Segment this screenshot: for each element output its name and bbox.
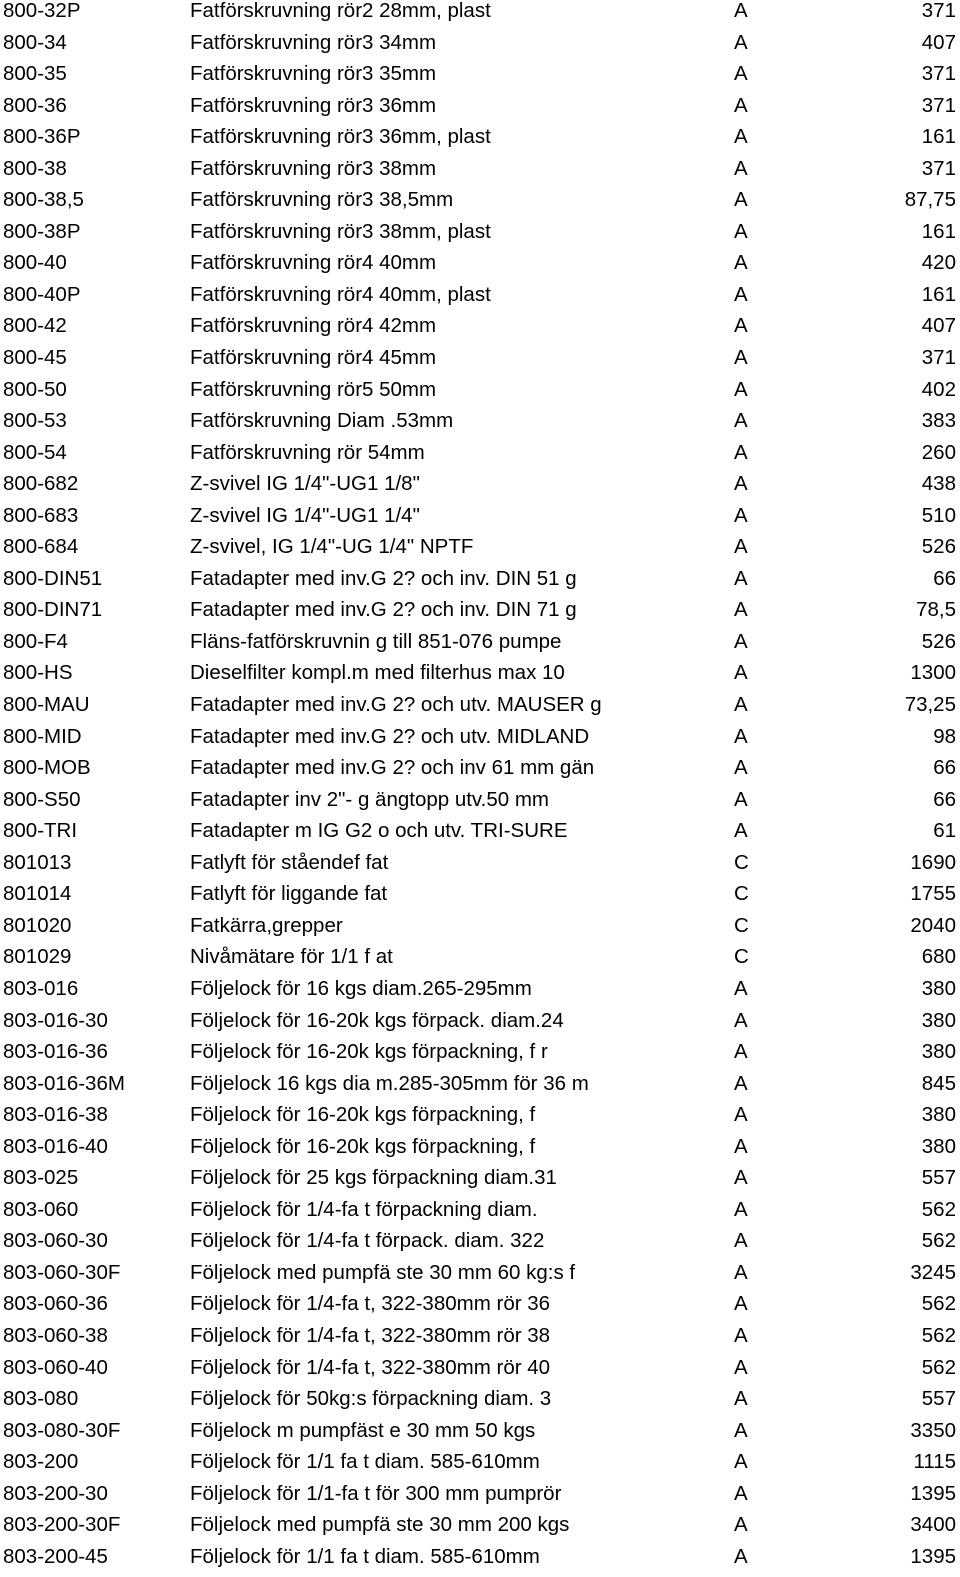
table-row [0, 978, 960, 1010]
item-code: 800-32P [3, 0, 81, 22]
item-description: Fatförskruvning rör4 40mm [190, 252, 437, 275]
item-description: Fatadapter med inv.G 2? och utv. MAUSER g [190, 694, 602, 717]
item-price: 1300 [910, 662, 956, 685]
item-code: 800-F4 [3, 630, 68, 653]
item-code: 803-016 [3, 977, 79, 1000]
item-code: 800-42 [3, 315, 67, 338]
item-class: A [734, 1104, 748, 1127]
item-class: A [734, 315, 748, 338]
table-row [0, 820, 960, 852]
item-class: A [734, 1198, 748, 1221]
table-row [0, 1388, 960, 1420]
item-description: Dieselfilter kompl.m med filterhus max 10 [190, 662, 565, 685]
item-description: Fatadapter m IG G2 o och utv. TRI-SURE [190, 820, 568, 843]
item-price: 371 [921, 94, 956, 117]
table-row [0, 315, 960, 347]
item-class: C [734, 946, 749, 969]
item-code: 803-060-30 [3, 1230, 108, 1253]
item-description: Följelock för 16 kgs diam.265-295mm [190, 977, 532, 1000]
item-description: Fatförskruvning rör3 38mm [190, 157, 437, 180]
item-code: 800-45 [3, 347, 67, 370]
item-code: 803-080-30F [3, 1419, 121, 1442]
item-class: A [734, 347, 748, 370]
item-description: Följelock för 1/1-fa t för 300 mm pumprör [190, 1482, 562, 1505]
item-code: 800-TRI [3, 820, 78, 843]
item-class: A [734, 378, 748, 401]
item-code: 800-38 [3, 157, 67, 180]
item-price: 562 [921, 1324, 956, 1347]
item-code: 800-40P [3, 283, 81, 306]
item-code: 800-53 [3, 410, 67, 433]
item-description: Följelock för 16-20k kgs förpackning, f [190, 1135, 536, 1158]
item-description: Följelock för 50kg:s förpackning diam. 3 [190, 1388, 552, 1411]
table-row [0, 442, 960, 474]
item-class: A [734, 1356, 748, 1379]
item-description: Fläns-fatförskruvnin g till 851-076 pumpe [190, 630, 562, 653]
item-class: A [734, 1514, 748, 1537]
item-price: 407 [921, 315, 956, 338]
item-price: 66 [933, 757, 956, 780]
table-row [0, 694, 960, 726]
table-row [0, 946, 960, 978]
item-price: 3245 [910, 1261, 956, 1284]
item-price: 562 [921, 1356, 956, 1379]
item-price: 1115 [913, 1451, 956, 1474]
item-description: Följelock för 16-20k kgs förpackning, f r [190, 1041, 548, 1064]
item-price: 161 [921, 126, 956, 149]
item-class: A [734, 977, 748, 1000]
item-price: 845 [921, 1072, 956, 1095]
table-row [0, 1104, 960, 1136]
table-row [0, 1546, 960, 1577]
item-description: Fatförskruvning rör3 38mm, plast [190, 220, 491, 243]
item-code: 803-016-40 [3, 1135, 108, 1158]
table-row [0, 726, 960, 758]
table-row [0, 379, 960, 411]
item-price: 407 [921, 31, 956, 54]
item-class: A [734, 788, 748, 811]
item-class: A [734, 504, 748, 527]
item-code: 803-200-45 [3, 1545, 108, 1568]
table-row [0, 1357, 960, 1389]
table-row [0, 32, 960, 64]
item-code: 803-080 [3, 1388, 79, 1411]
item-code: 803-200 [3, 1451, 79, 1474]
item-class: A [734, 473, 748, 496]
item-description: Fatadapter inv 2"- g ängtopp utv.50 mm [190, 788, 550, 811]
item-description: Följelock för 1/4-fa t, 322-380mm rör 38 [190, 1324, 551, 1347]
item-class: A [734, 31, 748, 54]
table-row [0, 789, 960, 821]
item-description: Följelock för 1/4-fa t, 322-380mm rör 40 [190, 1356, 551, 1379]
item-class: A [734, 252, 748, 275]
item-description: Fatlyft för liggande fat [190, 883, 388, 906]
item-code: 800-34 [3, 31, 67, 54]
item-description: Följelock för 1/1 fa t diam. 585-610mm [190, 1545, 540, 1568]
item-class: A [734, 1451, 748, 1474]
item-description: Följelock m pumpfäst e 30 mm 50 kgs [190, 1419, 536, 1442]
table-row [0, 221, 960, 253]
item-code: 800-MOB [3, 757, 91, 780]
item-code: 800-DIN51 [3, 567, 103, 590]
table-row [0, 473, 960, 505]
item-class: A [734, 1324, 748, 1347]
item-class: A [734, 757, 748, 780]
item-class: C [734, 883, 749, 906]
item-code: 800-38P [3, 220, 81, 243]
table-row [0, 1451, 960, 1483]
item-class: A [734, 94, 748, 117]
item-price: 73,25 [904, 694, 956, 717]
item-class: A [734, 820, 748, 843]
item-class: A [734, 1261, 748, 1284]
item-class: A [734, 599, 748, 622]
item-class: A [734, 694, 748, 717]
item-class: C [734, 914, 749, 937]
table-row [0, 410, 960, 442]
item-price: 161 [921, 283, 956, 306]
item-description: Z-svivel, IG 1/4"-UG 1/4" NPTF [190, 536, 474, 559]
item-price: 380 [921, 1009, 956, 1032]
table-row [0, 1230, 960, 1262]
item-description: Följelock 16 kgs dia m.285-305mm för 36 m [190, 1072, 589, 1095]
table-row [0, 95, 960, 127]
item-price: 260 [921, 441, 956, 464]
item-class: A [734, 662, 748, 685]
item-description: Fatförskruvning rör3 36mm, plast [190, 126, 491, 149]
item-class: A [734, 1482, 748, 1505]
item-description: Fatadapter med inv.G 2? och utv. MIDLAND [190, 725, 590, 748]
item-description: Fatadapter med inv.G 2? och inv 61 mm gän [190, 757, 595, 780]
table-row [0, 189, 960, 221]
item-description: Fatförskruvning rör4 40mm, plast [190, 283, 491, 306]
item-price: 438 [921, 473, 956, 496]
item-code: 800-36 [3, 94, 67, 117]
item-price: 557 [921, 1167, 956, 1190]
item-class: A [734, 220, 748, 243]
item-description: Fatförskruvning rör3 35mm [190, 63, 437, 86]
item-class: A [734, 536, 748, 559]
item-class: A [734, 0, 748, 22]
table-row [0, 662, 960, 694]
item-code: 803-016-36 [3, 1041, 108, 1064]
item-price: 383 [921, 410, 956, 433]
table-row [0, 852, 960, 884]
item-code: 800-40 [3, 252, 67, 275]
item-price: 78,5 [916, 599, 956, 622]
item-price: 420 [921, 252, 956, 275]
table-row [0, 1073, 960, 1105]
item-description: Fatlyft för ståendef fat [190, 851, 389, 874]
item-price: 161 [921, 220, 956, 243]
table-row [0, 158, 960, 190]
item-code: 803-060-30F [3, 1261, 121, 1284]
item-code: 803-016-30 [3, 1009, 108, 1032]
item-price: 1395 [910, 1545, 956, 1568]
item-code: 800-S50 [3, 788, 81, 811]
item-class: A [734, 630, 748, 653]
table-row [0, 63, 960, 95]
item-price: 557 [921, 1388, 956, 1411]
item-description: Följelock för 1/4-fa t förpackning diam. [190, 1198, 538, 1221]
table-row [0, 284, 960, 316]
table-row [0, 599, 960, 631]
item-description: Följelock med pumpfä ste 30 mm 60 kg:s f [190, 1261, 576, 1284]
item-class: A [734, 567, 748, 590]
item-class: A [734, 441, 748, 464]
item-description: Z-svivel IG 1/4"-UG1 1/8" [190, 473, 420, 496]
item-class: A [734, 1230, 748, 1253]
item-code: 800-MID [3, 725, 82, 748]
item-price: 680 [921, 946, 956, 969]
item-class: A [734, 126, 748, 149]
table-row [0, 1325, 960, 1357]
item-price: 402 [921, 378, 956, 401]
item-code: 800-35 [3, 63, 67, 86]
table-row [0, 568, 960, 600]
table-row [0, 0, 960, 32]
table-row [0, 536, 960, 568]
item-description: Fatförskruvning rör3 38,5mm [190, 189, 454, 212]
item-code: 803-200-30 [3, 1482, 108, 1505]
item-code: 800-50 [3, 378, 67, 401]
item-code: 800-HS [3, 662, 73, 685]
item-class: A [734, 1167, 748, 1190]
item-price: 371 [921, 63, 956, 86]
item-code: 801014 [3, 883, 72, 906]
item-class: A [734, 725, 748, 748]
item-price: 562 [921, 1230, 956, 1253]
item-description: Fatadapter med inv.G 2? och inv. DIN 51 g [190, 567, 577, 590]
item-price: 371 [921, 0, 956, 22]
item-description: Fatförskruvning Diam .53mm [190, 410, 454, 433]
item-description: Följelock för 1/1 fa t diam. 585-610mm [190, 1451, 540, 1474]
item-price: 66 [933, 567, 956, 590]
item-description: Fatförskruvning rör3 34mm [190, 31, 437, 54]
item-description: Fatkärra,grepper [190, 914, 343, 937]
item-code: 800-684 [3, 536, 79, 559]
item-class: A [734, 1545, 748, 1568]
item-price: 1755 [910, 883, 956, 906]
item-code: 800-MAU [3, 694, 90, 717]
table-row [0, 1293, 960, 1325]
item-price: 87,75 [904, 189, 956, 212]
item-code: 803-060-40 [3, 1356, 108, 1379]
item-price: 380 [921, 977, 956, 1000]
item-code: 803-060 [3, 1198, 79, 1221]
item-description: Följelock med pumpfä ste 30 mm 200 kgs [190, 1514, 570, 1537]
item-code: 801020 [3, 914, 72, 937]
item-description: Fatförskruvning rör4 45mm [190, 347, 437, 370]
item-code: 803-060-36 [3, 1293, 108, 1316]
item-class: A [734, 1072, 748, 1095]
item-code: 800-DIN71 [3, 599, 103, 622]
item-code: 803-200-30F [3, 1514, 121, 1537]
item-class: A [734, 1135, 748, 1158]
item-class: A [734, 1419, 748, 1442]
item-code: 803-025 [3, 1167, 79, 1190]
item-code: 800-36P [3, 126, 81, 149]
item-price: 526 [921, 536, 956, 559]
item-price: 1395 [910, 1482, 956, 1505]
table-row [0, 915, 960, 947]
item-class: A [734, 1009, 748, 1032]
table-row [0, 631, 960, 663]
item-description: Följelock för 16-20k kgs förpack. diam.24 [190, 1009, 564, 1032]
item-class: C [734, 851, 749, 874]
table-row [0, 1262, 960, 1294]
item-price: 371 [921, 157, 956, 180]
item-code: 803-016-36M [3, 1072, 125, 1095]
table-row [0, 1136, 960, 1168]
item-description: Fatadapter med inv.G 2? och inv. DIN 71 g [190, 599, 577, 622]
item-price: 371 [921, 347, 956, 370]
item-price: 510 [921, 504, 956, 527]
item-description: Följelock för 25 kgs förpackning diam.31 [190, 1167, 557, 1190]
table-row [0, 1010, 960, 1042]
table-row [0, 757, 960, 789]
item-price: 562 [921, 1293, 956, 1316]
table-row [0, 505, 960, 537]
item-price: 3350 [910, 1419, 956, 1442]
item-class: A [734, 1388, 748, 1411]
item-code: 803-016-38 [3, 1104, 108, 1127]
item-description: Fatförskruvning rör2 28mm, plast [190, 0, 491, 22]
item-price: 380 [921, 1135, 956, 1158]
item-class: A [734, 189, 748, 212]
table-row [0, 126, 960, 158]
item-code: 803-060-38 [3, 1324, 108, 1347]
item-class: A [734, 283, 748, 306]
item-code: 800-682 [3, 473, 79, 496]
item-description: Fatförskruvning rör 54mm [190, 441, 425, 464]
item-description: Följelock för 16-20k kgs förpackning, f [190, 1104, 536, 1127]
item-code: 800-54 [3, 441, 67, 464]
table-row [0, 1199, 960, 1231]
item-price: 380 [921, 1104, 956, 1127]
item-price: 1690 [910, 851, 956, 874]
item-price: 3400 [910, 1514, 956, 1537]
item-class: A [734, 157, 748, 180]
item-class: A [734, 410, 748, 433]
item-description: Fatförskruvning rör4 42mm [190, 315, 437, 338]
item-class: A [734, 1293, 748, 1316]
table-row [0, 1514, 960, 1546]
item-price: 562 [921, 1198, 956, 1221]
item-code: 800-38,5 [3, 189, 84, 212]
item-description: Nivåmätare för 1/1 f at [190, 946, 393, 969]
table-row [0, 1483, 960, 1515]
item-description: Följelock för 1/4-fa t, 322-380mm rör 36 [190, 1293, 551, 1316]
table-row [0, 1167, 960, 1199]
table-row [0, 252, 960, 284]
table-row [0, 347, 960, 379]
item-price: 61 [933, 820, 956, 843]
item-price: 526 [921, 630, 956, 653]
item-class: A [734, 63, 748, 86]
item-class: A [734, 1041, 748, 1064]
item-code: 800-683 [3, 504, 79, 527]
table-row [0, 1420, 960, 1452]
item-description: Följelock för 1/4-fa t förpack. diam. 322 [190, 1230, 545, 1253]
item-description: Fatförskruvning rör3 36mm [190, 94, 437, 117]
item-description: Fatförskruvning rör5 50mm [190, 378, 437, 401]
item-price: 2040 [910, 914, 956, 937]
item-price: 98 [933, 725, 956, 748]
item-description: Z-svivel IG 1/4"-UG1 1/4" [190, 504, 420, 527]
item-price: 380 [921, 1041, 956, 1064]
table-row [0, 1041, 960, 1073]
table-row [0, 883, 960, 915]
item-price: 66 [933, 788, 956, 811]
item-code: 801029 [3, 946, 72, 969]
item-code: 801013 [3, 851, 72, 874]
